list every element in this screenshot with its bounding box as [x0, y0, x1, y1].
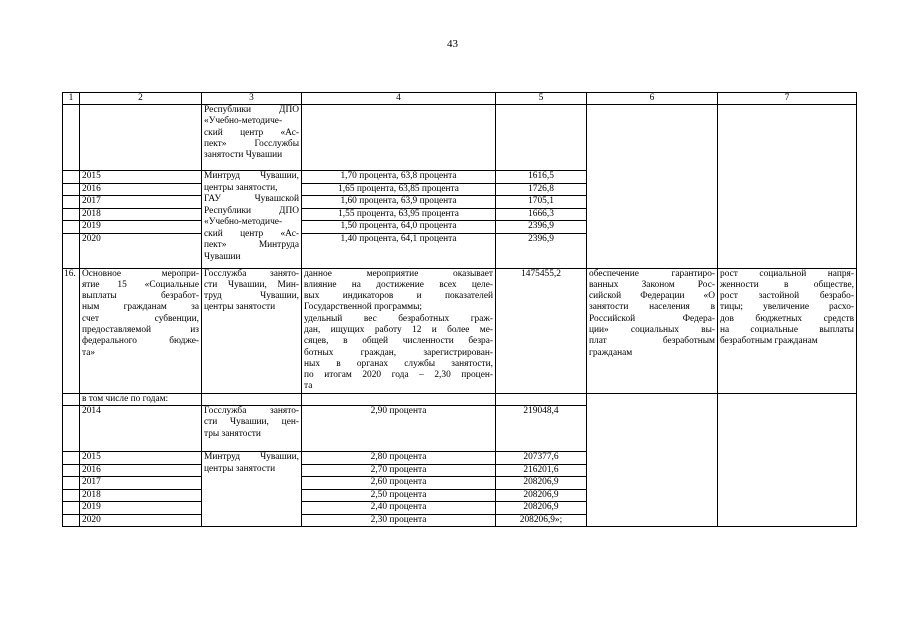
- year-cell: 2017: [80, 477, 202, 490]
- text-line: женности в обществе,: [720, 279, 854, 290]
- amount-cell: 2396,9: [496, 221, 587, 234]
- year-cell: 2017: [80, 196, 202, 209]
- amount-cell: 1616,5: [496, 171, 587, 184]
- text-line: ным гражданам за: [82, 302, 199, 313]
- years-label: в том числе по годам:: [80, 393, 202, 405]
- page-number: 43: [447, 38, 458, 50]
- text-line: ции» социальных вы-: [589, 324, 715, 335]
- indicator-cell: 1,55 процента, 63,95 процента: [302, 208, 496, 221]
- year-cell: 2018: [80, 208, 202, 221]
- column-number: 4: [302, 93, 496, 105]
- text-line: счет субвенции,: [82, 313, 199, 324]
- amount-cell: 219048,4: [496, 406, 587, 452]
- text-line: федерального бюдже-: [82, 336, 199, 347]
- text-line: плат безработным: [589, 336, 715, 347]
- text-line: данное мероприятие оказывает: [304, 268, 493, 279]
- column-number-row: [63, 93, 857, 105]
- amount-cell: 2396,9: [496, 233, 587, 268]
- indicator-cell: 2,70 процента: [302, 464, 496, 477]
- text-line: выплаты безработ-: [82, 291, 199, 302]
- text-line: гражданам: [589, 347, 633, 358]
- amount-cell: 216201,6: [496, 464, 587, 477]
- text-line: рост застойной безрабо-: [720, 291, 854, 302]
- text-line: Основное меропри-: [82, 268, 199, 279]
- text-line: та: [304, 381, 313, 392]
- indicator-cell: 2,30 процента: [302, 514, 496, 527]
- text-line: Минтруд Чувашии,: [204, 171, 299, 181]
- text-line: дан, ищущих работу 12 и более ме-: [304, 324, 493, 335]
- result-cell: [587, 268, 718, 393]
- text-line: предоставляемой из: [82, 324, 199, 335]
- row-number: 16.: [63, 268, 80, 393]
- continuation-row: [63, 105, 857, 171]
- amount-cell: 1666,3: [496, 208, 587, 221]
- year-cell: 2020: [80, 233, 202, 268]
- amount-cell: 207377,6: [496, 452, 587, 465]
- indicator-cell: 2,80 процента: [302, 452, 496, 465]
- indicator-cell: 2,60 процента: [302, 477, 496, 490]
- text-line: та»: [82, 347, 96, 358]
- year-cell: 2018: [80, 489, 202, 502]
- column-number: 2: [80, 93, 202, 105]
- text-line: Государственной программы;: [304, 302, 422, 313]
- text-line: Госслужба занято-: [204, 268, 299, 279]
- text-line: центры занятости,: [204, 182, 278, 193]
- text-line: безработным гражданам: [720, 336, 818, 347]
- executor-cell: [202, 105, 302, 171]
- text-line: «Учебно-методиче-: [204, 217, 283, 227]
- text-line: тицы; увеличение расхо-: [720, 302, 854, 313]
- year-cell: 2016: [80, 183, 202, 196]
- text-line: Чувашии: [204, 251, 241, 262]
- text-line: Республики ДПО: [204, 205, 299, 216]
- indicator-cell: [302, 268, 496, 393]
- text-line: удельный вес безработных граж-: [304, 313, 493, 324]
- executor-cell: [202, 452, 302, 527]
- executor-cell: [202, 406, 302, 452]
- indicator-cell: 1,40 процента, 64,1 процента: [302, 233, 496, 268]
- amount-cell: 208206,9: [496, 489, 587, 502]
- text-line: рост социальной напря-: [720, 268, 854, 279]
- text-line: Госслужба занято-: [204, 406, 299, 417]
- text-line: пект» Госслужбы: [204, 138, 299, 149]
- amount-cell: 208206,9: [496, 502, 587, 515]
- executor-cell: [202, 171, 302, 269]
- indicator-cell: 2,90 процента: [302, 406, 496, 452]
- column-number: 1: [63, 93, 80, 105]
- text-line: тры занятости: [204, 428, 261, 439]
- text-line: дов бюджетных средств: [720, 313, 854, 324]
- text-line: вых индикаторов и показателей: [304, 291, 493, 302]
- executor-cell: [202, 268, 302, 393]
- text-line: сти Чувашии, Мин-: [204, 279, 299, 290]
- text-line: Республики ДПО: [204, 105, 299, 115]
- year-cell: 2015: [80, 452, 202, 465]
- year-cell: 2014: [80, 406, 202, 452]
- text-line: ботных граждан, зарегистрирован-: [304, 347, 493, 358]
- text-line: влияние на достижение всех целе-: [304, 279, 493, 290]
- text-line: ных в органах службы занятости,: [304, 358, 493, 369]
- text-line: сийской Федерации «О: [589, 291, 715, 302]
- text-line: на социальные выплаты: [720, 324, 854, 335]
- indicator-cell: 1,65 процента, 63,85 процента: [302, 183, 496, 196]
- program-table: [62, 92, 857, 527]
- text-line: занятости Чувашии: [204, 150, 283, 161]
- text-line: пект» Минтруда: [204, 240, 299, 250]
- text-line: ский центр «Ас-: [204, 228, 299, 239]
- year-cell: 2015: [80, 171, 202, 184]
- amount-cell: 1475455,2: [496, 268, 587, 393]
- table-row-16: [63, 268, 857, 393]
- indicator-cell: 1,60 процента, 63,9 процента: [302, 196, 496, 209]
- year-cell: 2019: [80, 221, 202, 234]
- column-number: 7: [718, 93, 857, 105]
- column-number: 6: [587, 93, 718, 105]
- text-line: Минтруд Чувашии,: [204, 452, 299, 463]
- text-line: сти Чувашии, цен-: [204, 417, 299, 428]
- text-line: ский центр «Ас-: [204, 127, 299, 138]
- risk-cell: [718, 268, 857, 393]
- column-number: 3: [202, 93, 302, 105]
- year-cell: 2016: [80, 464, 202, 477]
- text-line: занятости населения в: [589, 302, 715, 313]
- year-cell: 2019: [80, 502, 202, 515]
- subheader-row: [63, 393, 857, 405]
- text-line: центры занятости: [204, 463, 276, 474]
- amount-cell: 1726,8: [496, 183, 587, 196]
- text-line: ГАУ Чувашской: [204, 194, 299, 204]
- text-line: ятие 15 «Социальные: [82, 279, 199, 290]
- indicator-cell: 2,40 процента: [302, 502, 496, 515]
- amount-cell: 208206,9: [496, 477, 587, 490]
- text-line: ванных Законом Рос-: [589, 279, 715, 290]
- year-cell: 2020: [80, 514, 202, 527]
- text-line: обеспечение гарантиро-: [589, 268, 715, 279]
- text-line: сяцев, в общей численности безра-: [304, 336, 493, 347]
- indicator-cell: 2,50 процента: [302, 489, 496, 502]
- text-line: «Учебно-методиче-: [204, 116, 283, 127]
- text-line: труд Чувашии,: [204, 291, 299, 302]
- text-line: центры занятости: [204, 302, 276, 313]
- amount-cell: 1705,1: [496, 196, 587, 209]
- event-cell: [80, 268, 202, 393]
- text-line: Российской Федера-: [589, 313, 715, 324]
- column-number: 5: [496, 93, 587, 105]
- indicator-cell: 1,50 процента, 64,0 процента: [302, 221, 496, 234]
- indicator-cell: 1,70 процента, 63,8 процента: [302, 171, 496, 184]
- text-line: по итогам 2020 года – 2,30 процен-: [304, 370, 493, 381]
- amount-cell: 208206,9»;: [496, 514, 587, 527]
